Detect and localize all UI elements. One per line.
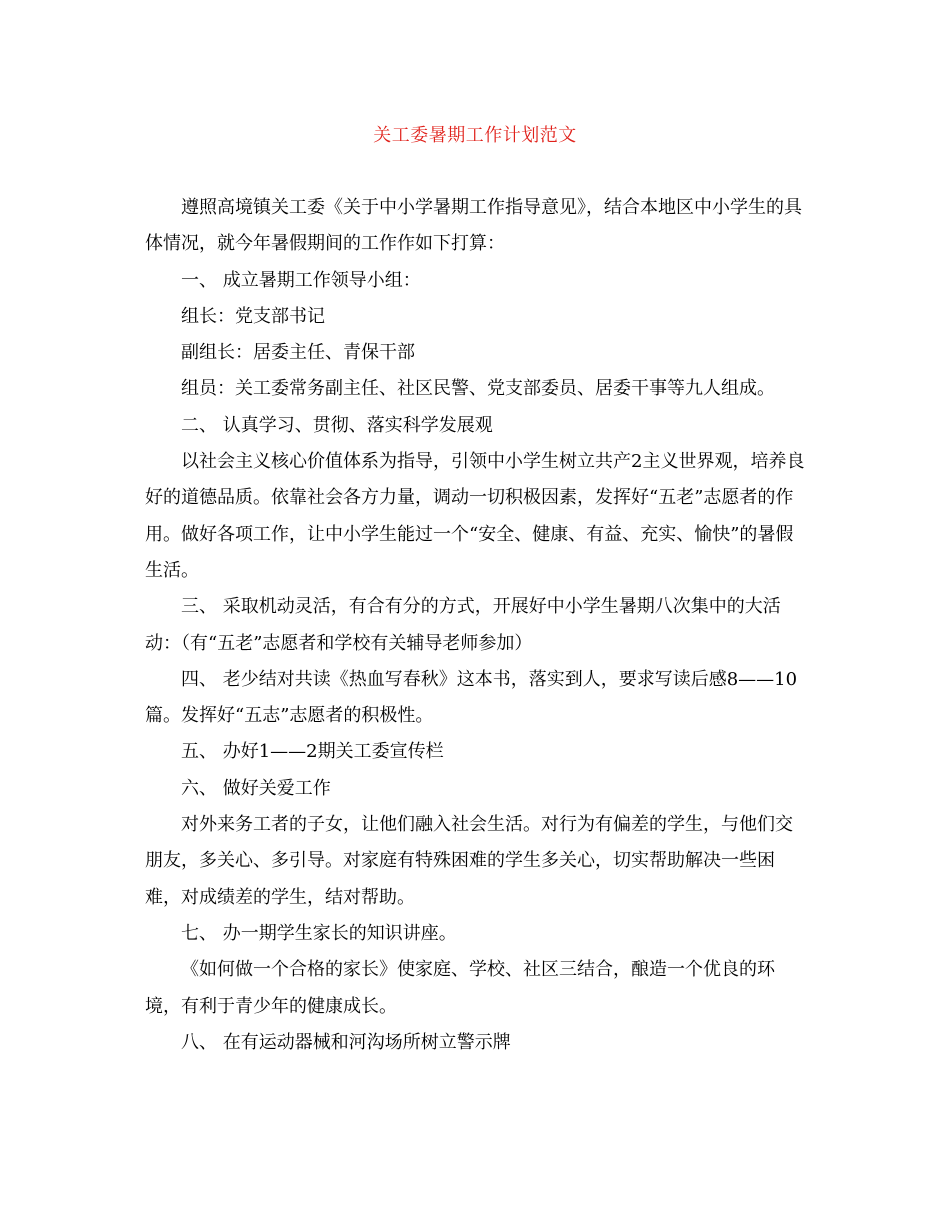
heading-4: 四、 老少结对共读《热血写春秋》这本书，落实到人，要求写读后感8——10篇。发挥好“五志”志愿者的积极性。 [145,668,798,727]
heading-5: 五、 办好1——2期关工委宣传栏 [181,741,444,763]
heading-7: 七、 办一期学生家长的知识讲座。 [181,922,457,944]
heading-3: 三、 采取机动灵活，有合有分的方式，开展好中小学生暑期八次集中的大活动：（有“五老”志愿者和学校有关辅导老师参加） [145,596,781,654]
paragraph-care: 对外来务工者的子女，让他们融入社会生活。对行为有偏差的学生，与他们交朋友，多关心、多引导。对家庭有特殊困难的学生多关心，切实帮助解决一些困难，对成绩差的学生，结对帮助。 [145,814,793,908]
heading-6: 六、 做好关爱工作 [181,777,331,799]
heading-8: 八、 在有运动器械和河沟场所树立警示牌 [181,1031,511,1053]
paragraph-intro: 遵照高境镇关工委《关于中小学暑期工作指导意见》，结合本地区中小学生的具体情况，就今年暑假期间的工作作如下打算： [145,197,802,255]
paragraph-members: 组员：关工委常务副主任、社区民警、党支部委员、居委干事等九人组成。 [181,378,775,400]
paragraph-parents: 《如何做一个合格的家长》使家庭、学校、社区三结合，酿造一个优良的环境，有利于青少年的健康成长。 [145,959,775,1017]
document-body [145,190,805,1061]
paragraph-leader: 组长：党支部书记 [181,305,325,327]
heading-2: 二、 认真学习、贯彻、落实科学发展观 [181,414,493,436]
heading-1: 一、 成立暑期工作领导小组： [181,269,421,291]
paragraph-vice-leader: 副组长：居委主任、青保干部 [181,342,415,364]
document-title: 关工委暑期工作计划范文 [373,125,577,146]
paragraph-guidance: 以社会主义核心价值体系为指导，引领中小学生树立共产2主义世界观，培养良好的道德品质。依靠社会各方力量，调动一切积极因素，发挥好“五老”志愿者的作用。做好各项工作，让中小学生能过一个“安全、健康、有益、充实、愉快”的暑假生活。 [145,451,805,581]
